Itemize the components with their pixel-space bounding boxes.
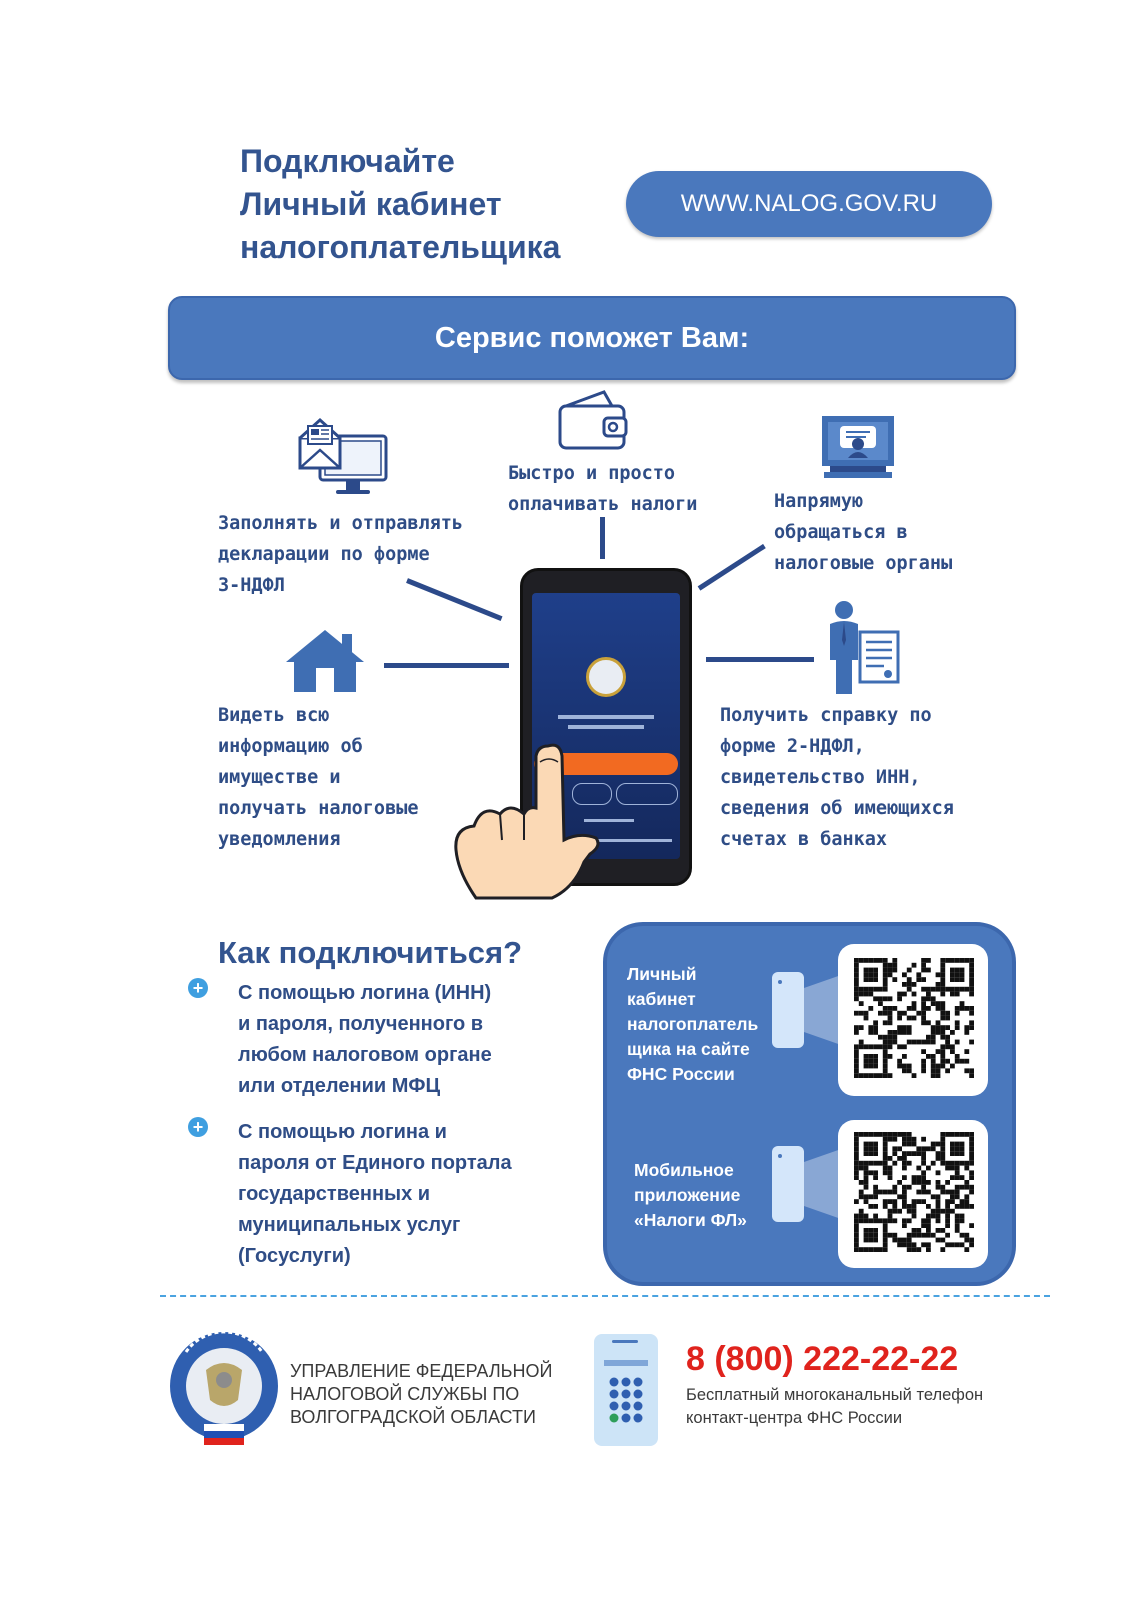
plus-icon: + xyxy=(188,978,208,998)
house-icon xyxy=(282,626,368,694)
feature-contact: Напрямую обращаться в налоговые органы xyxy=(774,491,953,574)
app-text-line xyxy=(568,725,644,729)
website-link[interactable]: WWW.NALOG.GOV.RU xyxy=(626,171,992,237)
hand-icon xyxy=(452,742,612,902)
connector-line xyxy=(698,544,766,591)
hotline-description: Бесплатный многоканальный телефон контакт-центра ФНС России xyxy=(686,1386,984,1427)
how-to-title: Как подключиться? xyxy=(218,935,523,970)
title-line-3: налогоплательщика xyxy=(240,229,561,265)
phone-scan-icon xyxy=(770,968,844,1052)
fns-emblem-icon xyxy=(586,657,626,697)
connector-line xyxy=(384,663,509,668)
app-text-line xyxy=(558,715,654,719)
page-title xyxy=(240,140,560,269)
fns-seal-logo xyxy=(168,1330,280,1448)
connector-line xyxy=(600,517,605,559)
register-button[interactable] xyxy=(616,783,678,805)
support-monitor-icon xyxy=(820,414,896,482)
person-document-icon xyxy=(826,600,902,696)
how-to-item-gosuslugi: С помощью логина и пароля от Единого портала государственных и муниципальных услуг (Госуслуги) xyxy=(238,1121,512,1267)
feature-declarations: Заполнять и отправлять декларации по форме 3-НДФЛ xyxy=(218,513,464,596)
title-line-1: Подключайте xyxy=(240,143,455,179)
service-banner: Сервис поможет Вам: xyxy=(168,296,1016,380)
wallet-icon xyxy=(556,388,632,454)
feature-property: Видеть всю информацию об имуществе и получать налоговые уведомления xyxy=(218,705,419,850)
feature-pay-taxes: Быстро и просто оплачивать налоги xyxy=(508,463,698,515)
phone-scan-icon xyxy=(770,1142,844,1226)
qr-app-label: Мобильное приложение «Налоги ФЛ» xyxy=(634,1160,747,1230)
dashed-divider xyxy=(160,1295,1050,1297)
title-line-2: Личный кабинет xyxy=(240,186,502,222)
connector-line xyxy=(706,657,814,662)
organization-name: УПРАВЛЕНИЕ ФЕДЕРАЛЬНОЙ НАЛОГОВОЙ СЛУЖБЫ ПО ВОЛГОГРАДСКОЙ ОБЛАСТИ xyxy=(290,1361,553,1427)
plus-icon: + xyxy=(188,1117,208,1137)
qr-site-label: Личный кабинет налогоплатель щика на сайте ФНС России xyxy=(627,964,759,1084)
how-to-item-login-inn: С помощью логина (ИНН) и пароля, полученного в любом налоговом органе или отделении МФЦ xyxy=(238,982,492,1097)
hotline-number[interactable]: 8 (800) 222-22-22 xyxy=(686,1340,959,1378)
qr-code-site[interactable] xyxy=(854,958,974,1082)
feature-certificate: Получить справку по форме 2-НДФЛ, свидетельство ИНН, сведения об имеющихся счетах в банках xyxy=(720,705,954,850)
phone-keypad-icon xyxy=(592,1332,660,1448)
computer-envelope-icon xyxy=(296,414,392,500)
qr-code-app[interactable] xyxy=(854,1132,976,1256)
